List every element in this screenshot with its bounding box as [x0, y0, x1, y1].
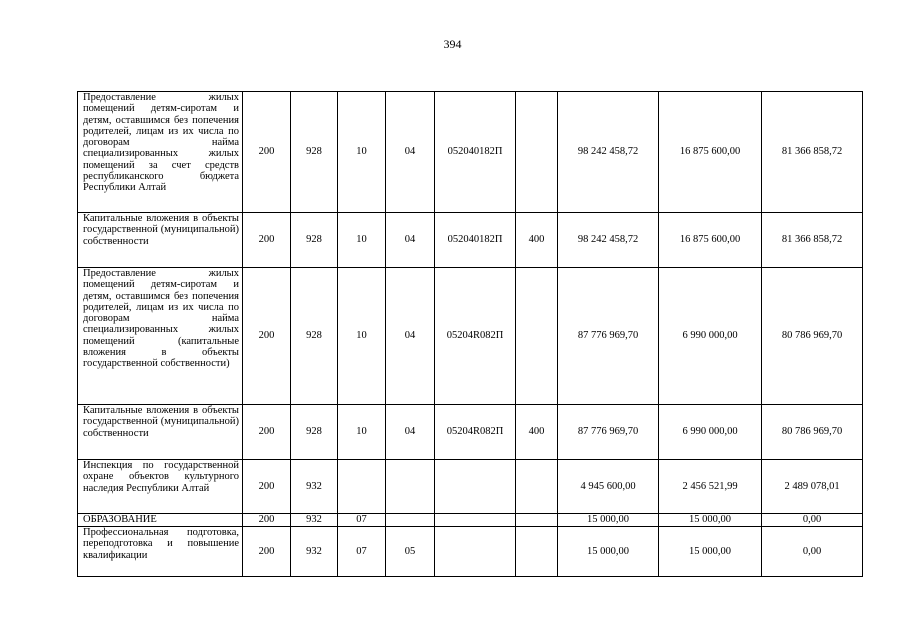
cell-subsection: 04	[386, 405, 435, 460]
cell-amount3: 80 786 969,70	[762, 405, 863, 460]
cell-amount2: 6 990 000,00	[659, 268, 762, 405]
cell-amount1: 15 000,00	[558, 527, 659, 577]
cell-amount2: 15 000,00	[659, 527, 762, 577]
cell-amount1: 15 000,00	[558, 514, 659, 527]
cell-code1: 200	[243, 405, 291, 460]
cell-amount3: 0,00	[762, 527, 863, 577]
table-row	[78, 405, 863, 460]
table-row	[78, 213, 863, 268]
cell-amount1: 98 242 458,72	[558, 92, 659, 213]
cell-amount2: 15 000,00	[659, 514, 762, 527]
cell-target	[435, 514, 516, 527]
table-row	[78, 92, 863, 213]
cell-code2: 932	[291, 527, 338, 577]
row-description: ОБРАЗОВАНИЕ	[78, 514, 243, 527]
cell-code2: 932	[291, 514, 338, 527]
cell-section	[338, 460, 386, 514]
cell-amount3: 81 366 858,72	[762, 92, 863, 213]
cell-expense-type: 400	[516, 405, 558, 460]
cell-code2: 928	[291, 268, 338, 405]
cell-target	[435, 460, 516, 514]
cell-code2: 932	[291, 460, 338, 514]
table-row	[78, 514, 863, 527]
cell-amount2: 16 875 600,00	[659, 92, 762, 213]
cell-amount2: 6 990 000,00	[659, 405, 762, 460]
cell-expense-type	[516, 527, 558, 577]
cell-subsection: 04	[386, 213, 435, 268]
cell-expense-type	[516, 514, 558, 527]
row-description: Предоставление жилых помещений детям-сиротам и детям, оставшимся без попечения родителей, лицам из их числа по договорам найма специализированных жилых помещений за счет средств республиканского бюджета Республики Алтай	[78, 92, 243, 213]
cell-code1: 200	[243, 92, 291, 213]
cell-code2: 928	[291, 405, 338, 460]
cell-amount1: 87 776 969,70	[558, 405, 659, 460]
cell-section: 07	[338, 514, 386, 527]
cell-code1: 200	[243, 514, 291, 527]
cell-amount3: 0,00	[762, 514, 863, 527]
row-description: Капитальные вложения в объекты государственной (муниципальной) собственности	[78, 405, 243, 460]
cell-section: 10	[338, 213, 386, 268]
budget-table	[77, 91, 863, 577]
cell-amount2: 16 875 600,00	[659, 213, 762, 268]
page-number: 394	[443, 37, 462, 51]
cell-expense-type: 400	[516, 213, 558, 268]
cell-code1: 200	[243, 527, 291, 577]
row-description: Профессиональная подготовка, переподготовка и повышение квалификации	[78, 527, 243, 577]
cell-subsection: 05	[386, 527, 435, 577]
cell-code2: 928	[291, 213, 338, 268]
cell-section: 10	[338, 92, 386, 213]
cell-amount3: 80 786 969,70	[762, 268, 863, 405]
cell-target: 052040182П	[435, 92, 516, 213]
cell-target	[435, 527, 516, 577]
row-description: Капитальные вложения в объекты государственной (муниципальной) собственности	[78, 213, 243, 268]
cell-expense-type	[516, 92, 558, 213]
cell-amount2: 2 456 521,99	[659, 460, 762, 514]
cell-code1: 200	[243, 268, 291, 405]
table-row	[78, 460, 863, 514]
cell-target: 05204R082П	[435, 268, 516, 405]
cell-amount1: 98 242 458,72	[558, 213, 659, 268]
cell-code1: 200	[243, 460, 291, 514]
cell-subsection: 04	[386, 268, 435, 405]
cell-code1: 200	[243, 213, 291, 268]
cell-amount1: 4 945 600,00	[558, 460, 659, 514]
cell-expense-type	[516, 460, 558, 514]
cell-subsection	[386, 514, 435, 527]
row-description: Предоставление жилых помещений детям-сиротам и детям, оставшимся без попечения родителей, лицам из их числа по договорам найма специализированных жилых помещений (капитальные вложения в объекты государственной собственности)	[78, 268, 243, 405]
table-row	[78, 268, 863, 405]
cell-target: 05204R082П	[435, 405, 516, 460]
cell-target: 052040182П	[435, 213, 516, 268]
cell-section: 07	[338, 527, 386, 577]
cell-subsection	[386, 460, 435, 514]
cell-code2: 928	[291, 92, 338, 213]
cell-section: 10	[338, 268, 386, 405]
row-description: Инспекция по государственной охране объектов культурного наследия Республики Алтай	[78, 460, 243, 514]
cell-amount3: 2 489 078,01	[762, 460, 863, 514]
cell-expense-type	[516, 268, 558, 405]
cell-amount3: 81 366 858,72	[762, 213, 863, 268]
cell-section: 10	[338, 405, 386, 460]
table-row	[78, 527, 863, 577]
cell-subsection: 04	[386, 92, 435, 213]
cell-amount1: 87 776 969,70	[558, 268, 659, 405]
